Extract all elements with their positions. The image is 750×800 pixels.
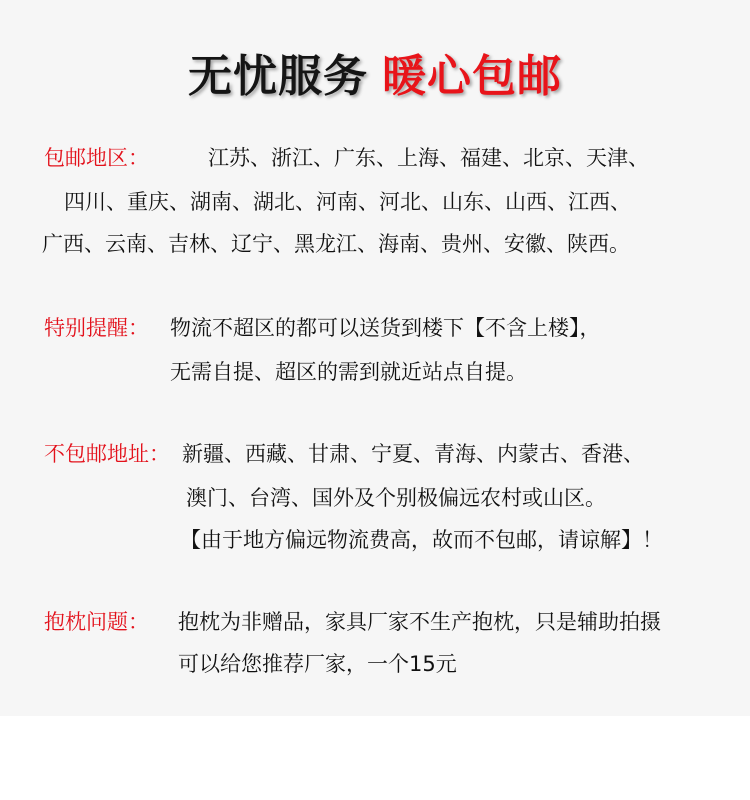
reminder-line-2: 无需自提、超区的需到就近站点自提。: [170, 360, 527, 384]
page-title: [0, 40, 750, 104]
free-shipping-line-3: 广西、云南、吉林、辽宁、黑龙江、海南、贵州、安徽、陕西。: [42, 232, 630, 256]
no-free-shipping-line-2: 澳门、台湾、国外及个别极偏远农村或山区。: [186, 486, 606, 510]
free-shipping-line-2: 四川、重庆、湖南、湖北、河南、河北、山东、山西、江西、: [64, 190, 631, 214]
reminder-line-1: 物流不超区的都可以送货到楼下【不含上楼】，: [170, 316, 601, 340]
reminder-label: 特别提醒：: [44, 316, 149, 340]
no-free-shipping-line-1: 新疆、西藏、甘肃、宁夏、青海、内蒙古、香港、: [182, 442, 644, 466]
no-free-shipping-line-3: 【由于地方偏远物流费高，故而不包邮，请谅解】！: [180, 528, 663, 552]
pillow-line-1: 抱枕为非赠品，家具厂家不生产抱枕，只是辅助拍摄: [178, 610, 661, 634]
free-shipping-label: 包邮地区：: [44, 146, 149, 170]
title-primary: 无忧服务: [188, 51, 368, 102]
pillow-line-2: 可以给您推荐厂家，一个15元: [178, 652, 457, 676]
title-highlight: 暖心包邮: [382, 51, 562, 102]
pillow-label: 抱枕问题：: [44, 610, 149, 634]
no-free-shipping-label: 不包邮地址：: [44, 442, 170, 466]
free-shipping-line-1: 江苏、浙江、广东、上海、福建、北京、天津、: [208, 146, 649, 170]
